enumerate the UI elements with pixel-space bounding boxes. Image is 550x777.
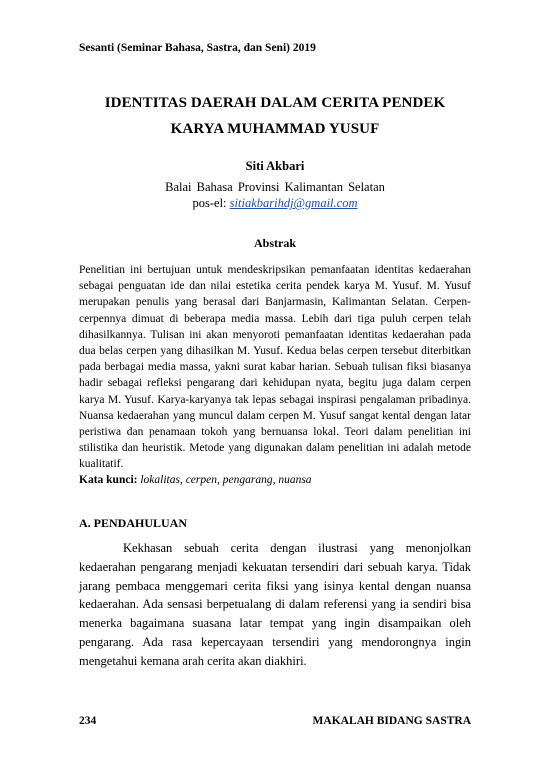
author-name: Siti Akbari xyxy=(245,159,305,173)
paper-title-line-2: KARYA MUHAMMAD YUSUF xyxy=(170,121,380,137)
keywords-label: Kata kunci: xyxy=(79,474,138,486)
paper-title-line-1: IDENTITAS DAERAH DALAM CERITA PENDEK xyxy=(104,95,446,111)
email-prefix: pos-el: xyxy=(192,196,230,210)
section-heading: A. PENDAHULUAN xyxy=(79,516,187,530)
email-link[interactable]: sitiakbarihdj@gmail.com xyxy=(229,196,358,210)
footer-label: MAKALAH BIDANG SASTRA xyxy=(312,715,471,727)
author-affiliation: Balai Bahasa Provinsi Kalimantan Selatan xyxy=(165,180,385,194)
keywords-text: lokalitas, cerpen, pengarang, nuansa xyxy=(137,474,312,486)
running-head: Sesanti (Seminar Bahasa, Sastra, dan Seni) 2019 xyxy=(79,42,316,54)
intro-paragraph: Kekhasan sebuah cerita dengan ilustrasi yang menonjolkan kedaerahan pengarang menjadi kekuatan tersendiri dari sebuah karya. Tidak jarang pembaca menggemari cerita fiksi yang isinya kental dengan nuansa kedaerahan. Ada sensasi berpetualang di dalam referensi yang ia sendiri bisa menerka bagaimana suasana latar tempat yang ingin disampaikan oleh pengarang. Ada rasa kepercayaan tersendiri yang mendorongnya ingin mengetahui kemana arah cerita akan diakhiri. xyxy=(79,541,471,668)
abstract-heading: Abstrak xyxy=(253,236,296,250)
page-number: 234 xyxy=(79,715,97,727)
abstract-text: Penelitian ini bertujuan untuk mendeskripsikan pemanfaatan identitas kedaerahan sebagai penguatan ide dan nilai estetika cerita pendek karya M. Yusuf. M. Yusuf merupakan penulis yang berasal dari Banjarmasin, Kalimantan Selatan. Cerpen-cerpennya dimuat di beberapa media massa. Lebih dari tiga puluh cerpen telah dihasilkannya. Tulisan ini akan menyoroti pemanfaatan identitas kedaerahan pada dua belas cerpen yang dihasilkan M. Yusuf. Kedua belas cerpen tersebut diterbitkan pada berbagai media massa, yakni surat kabar harian. Sebuah tulisan fiksi biasanya hadir sebagai refleksi pengarang dari kehidupan nyata, begitu juga dalam cerpen karya M. Yusuf. Karya-karyanya tak lepas sebagai inspirasi pengalaman pribadinya. Nuansa kedaerahan yang muncul dalam cerpen M. Yusuf sangat kental dengan latar peristiwa dan penamaan tokoh yang bernuansa lokal. Teori dalam penelitian ini stilistika dan heuristik. Metode yang digunakan dalam penelitian ini adalah metode kualitatif. xyxy=(79,264,471,471)
keywords-line xyxy=(79,474,471,486)
author-email-line xyxy=(60,196,490,211)
